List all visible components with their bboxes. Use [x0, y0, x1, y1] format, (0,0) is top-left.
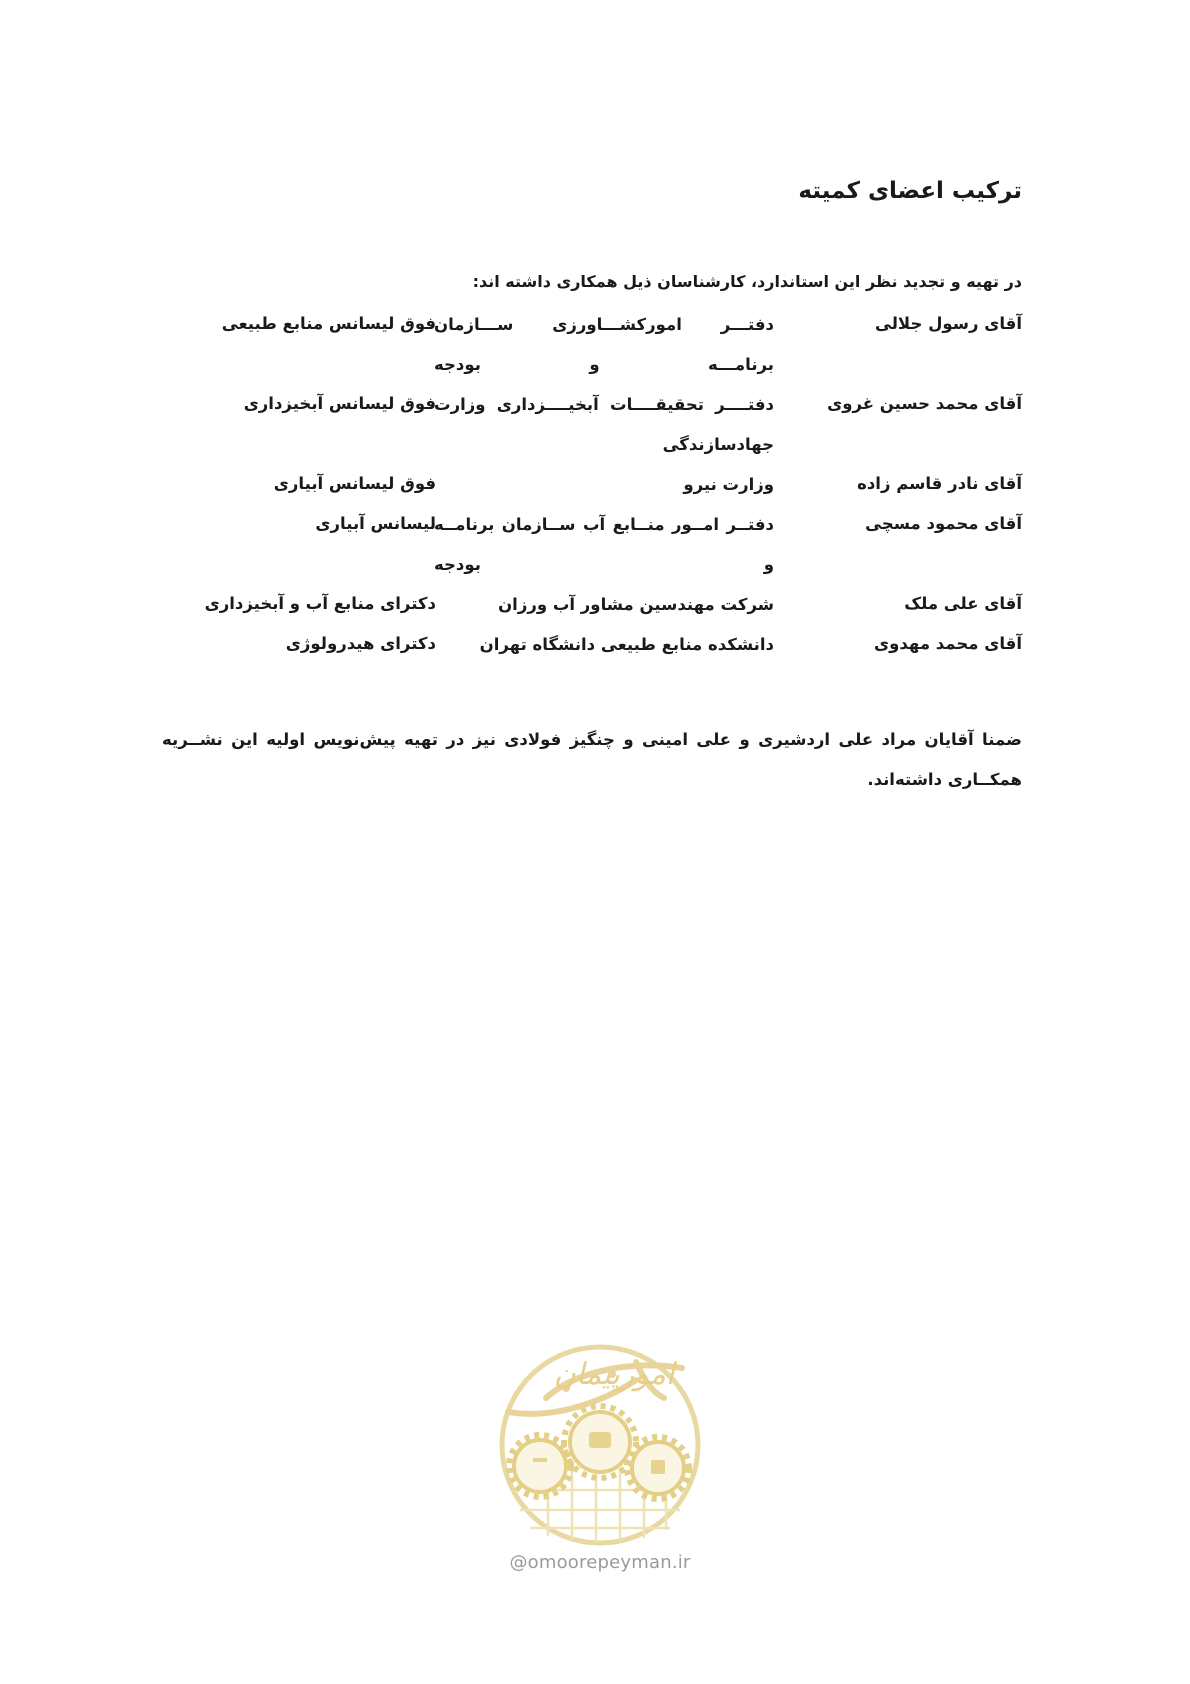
member-name: آقای محمد حسین غروی	[827, 394, 1022, 413]
member-name: آقای محمود مسچی	[865, 514, 1022, 533]
member-degree: فوق لیسانس منابع طبیعی	[221, 314, 436, 333]
member-organization: دانشکده منابع طبیعی دانشگاه تهران	[479, 635, 774, 654]
watermark-logo-text: امورپیمان	[553, 1357, 675, 1392]
member-row	[162, 512, 1022, 592]
member-organization: وزارت نیرو	[683, 475, 774, 494]
member-name: آقای محمد مهدوی	[874, 634, 1022, 653]
watermark-logo-icon	[486, 1340, 714, 1550]
intro-text: در تهیه و تجدید نظر این استاندارد، کارشناسان ذیل همکاری داشته اند:	[472, 272, 1022, 291]
member-organization: شرکت مهندسین مشاور آب ورزان	[498, 595, 774, 614]
watermark	[486, 1340, 714, 1590]
watermark-site-label: @omoorepeyman.ir	[509, 1552, 691, 1573]
committee-members-table	[162, 312, 1022, 672]
member-row	[162, 632, 1022, 672]
acknowledgement-note: ضمنا آقایان مراد علی اردشیری و علی امینی و چنگیز فولادی نیز در تهیه پیش‌نویس اولیه این نشــریه همکــاری داشته‌اند.	[162, 730, 1022, 789]
member-degree: فوق لیسانس آبیاری	[273, 474, 436, 493]
member-degree: لیسانس آبیاری	[315, 514, 436, 533]
member-name: آقای علی ملک	[904, 594, 1022, 613]
member-degree: دکترای هیدرولوژی	[285, 634, 436, 653]
member-organization: دفتــر امــور منــابع آب ســازمان برنامــه و بودجه	[434, 515, 774, 574]
page-title: ترکیب اعضای کمیته	[798, 178, 1022, 204]
member-name: آقای نادر قاسم زاده	[857, 474, 1022, 493]
member-organization: دفتـــر امورکشـــاورزی ســـازمان برنامـــه و بودجه	[434, 315, 774, 374]
member-row	[162, 312, 1022, 392]
member-name: آقای رسول جلالی	[875, 314, 1022, 333]
member-organization: دفتــــر تحقیقــــات آبخیــــزداری وزارت جهادسازندگی	[434, 395, 774, 454]
member-degree: دکترای منابع آب و آبخیزداری	[204, 594, 436, 613]
member-degree: فوق لیسانس آبخیزداری	[243, 394, 436, 413]
member-row	[162, 392, 1022, 472]
